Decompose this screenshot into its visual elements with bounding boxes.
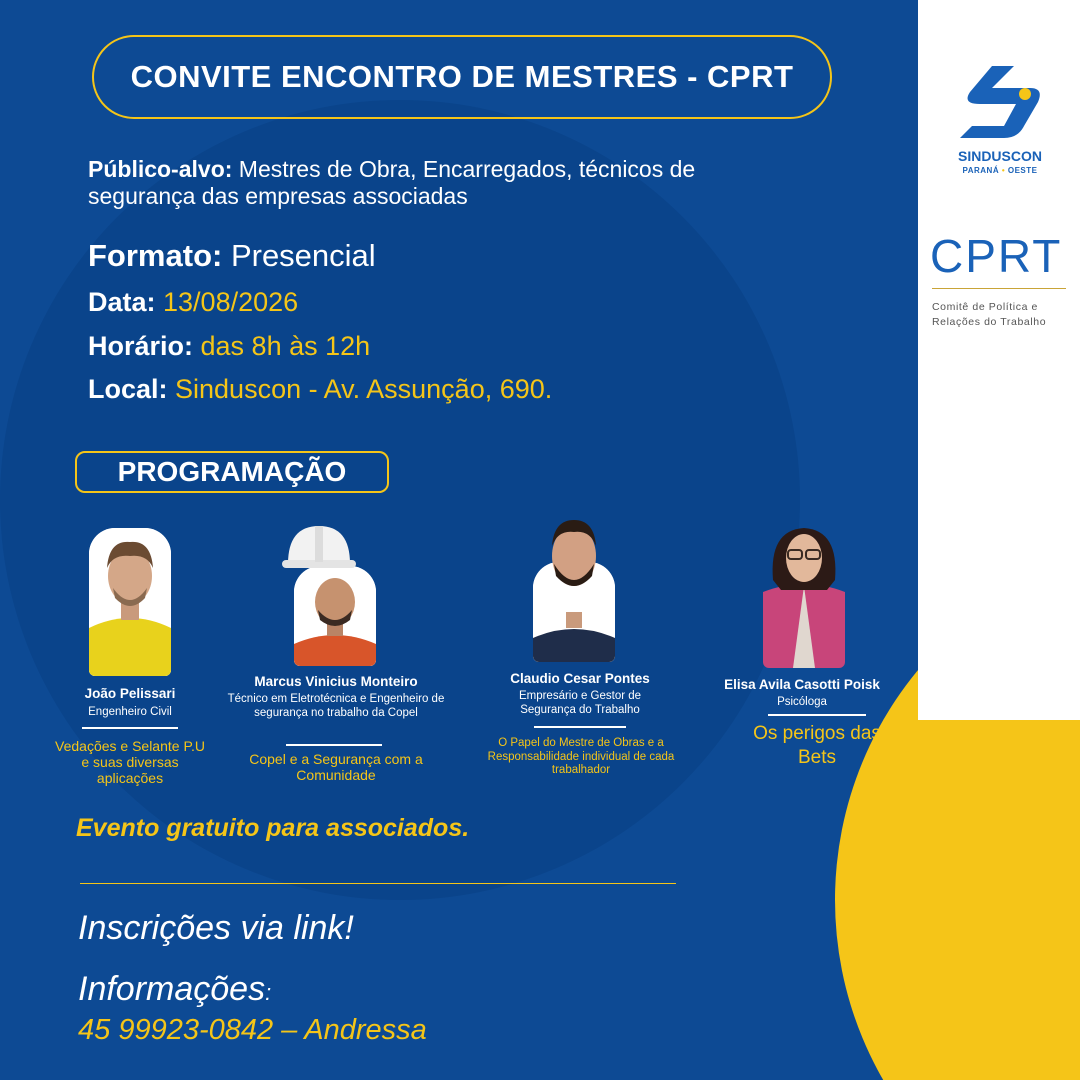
- location-value: Sinduscon - Av. Assunção, 690.: [167, 374, 553, 404]
- speaker-role-3: Empresário e Gestor de Segurança do Trabalho: [518, 690, 642, 716]
- info-heading: [78, 970, 271, 1009]
- date-label: Data:: [88, 287, 156, 317]
- time-label: Horário:: [88, 331, 194, 361]
- speaker-name-3: Claudio Cesar Pontes: [510, 671, 650, 686]
- speaker-topic-2: Copel e a Segurança com a Comunidade: [249, 751, 423, 783]
- sinduscon-logo-icon: [952, 64, 1048, 144]
- speaker-3-head: [546, 516, 602, 592]
- speaker-photo-1: [89, 528, 171, 676]
- free-event-notice: Evento gratuito para associados.: [76, 814, 470, 842]
- speaker-role-2: Técnico em Eletrotécnica e Engenheiro de segurança no trabalho da Copel: [227, 693, 445, 719]
- speaker-name-1: João Pelissari: [84, 686, 176, 701]
- speaker-photo-2: [294, 566, 376, 666]
- speaker-topic-3: O Papel do Mestre de Obras e a Responsabilidade individual de cada trabalhador: [487, 737, 675, 776]
- info-heading-text: Informações: [78, 970, 266, 1008]
- sinduscon-region-b: OESTE: [1007, 166, 1038, 175]
- hard-hat-icon: [282, 520, 356, 570]
- speaker-photo-4: [763, 520, 845, 668]
- speaker-topic-4: Os perigos das Bets: [753, 723, 881, 768]
- cprt-divider: [932, 288, 1066, 289]
- target-audience: [88, 156, 808, 210]
- speaker-divider-4: [768, 714, 866, 716]
- location-line: [88, 374, 552, 405]
- program-heading: PROGRAMAÇÃO: [117, 456, 347, 487]
- sinduscon-region: PARANÁ • OESTE: [962, 166, 1038, 175]
- speaker-role-1: Engenheiro Civil: [88, 706, 172, 718]
- speaker-divider-2: [286, 744, 382, 746]
- time-line: [88, 331, 370, 362]
- format-line: [88, 238, 376, 274]
- speaker-name-4: Elisa Avila Casotti Poisk: [724, 677, 880, 692]
- footer-divider: [80, 883, 676, 884]
- speaker-divider-3: [534, 726, 626, 728]
- sinduscon-region-a: PARANÁ: [962, 166, 1000, 175]
- speaker-divider-1: [82, 727, 178, 729]
- program-heading-box: [75, 451, 389, 493]
- target-audience-label: Público-alvo:: [88, 156, 233, 182]
- cprt-logo-text: CPRT: [930, 230, 1063, 282]
- speaker-role-4: Psicóloga: [777, 696, 827, 708]
- format-value: Presencial: [222, 238, 376, 273]
- date-value: 13/08/2026: [155, 287, 299, 317]
- page-title: CONVITE ENCONTRO DE MESTRES - CPRT: [130, 59, 794, 94]
- info-heading-colon: :: [265, 980, 272, 1005]
- contact-phone: 45 99923-0842 – Andressa: [78, 1014, 427, 1046]
- target-audience-text: Mestres de Obra, Encarregados, técnicos de segurança das empresas associadas: [88, 156, 696, 209]
- cprt-subtitle: Comitê de Política e Relações do Trabalho: [932, 301, 1047, 328]
- speaker-name-2: Marcus Vinicius Monteiro: [254, 674, 418, 689]
- sinduscon-wordmark: SINDUSCON: [957, 148, 1042, 164]
- registration-text: Inscrições via link!: [78, 909, 354, 947]
- date-line: [88, 287, 298, 318]
- format-label: Formato:: [88, 238, 223, 273]
- speaker-topic-1: Vedações e Selante P.U e suas diversas aplicações: [55, 738, 205, 786]
- title-banner: [92, 35, 832, 119]
- time-value: das 8h às 12h: [193, 331, 371, 361]
- location-label: Local:: [88, 374, 168, 404]
